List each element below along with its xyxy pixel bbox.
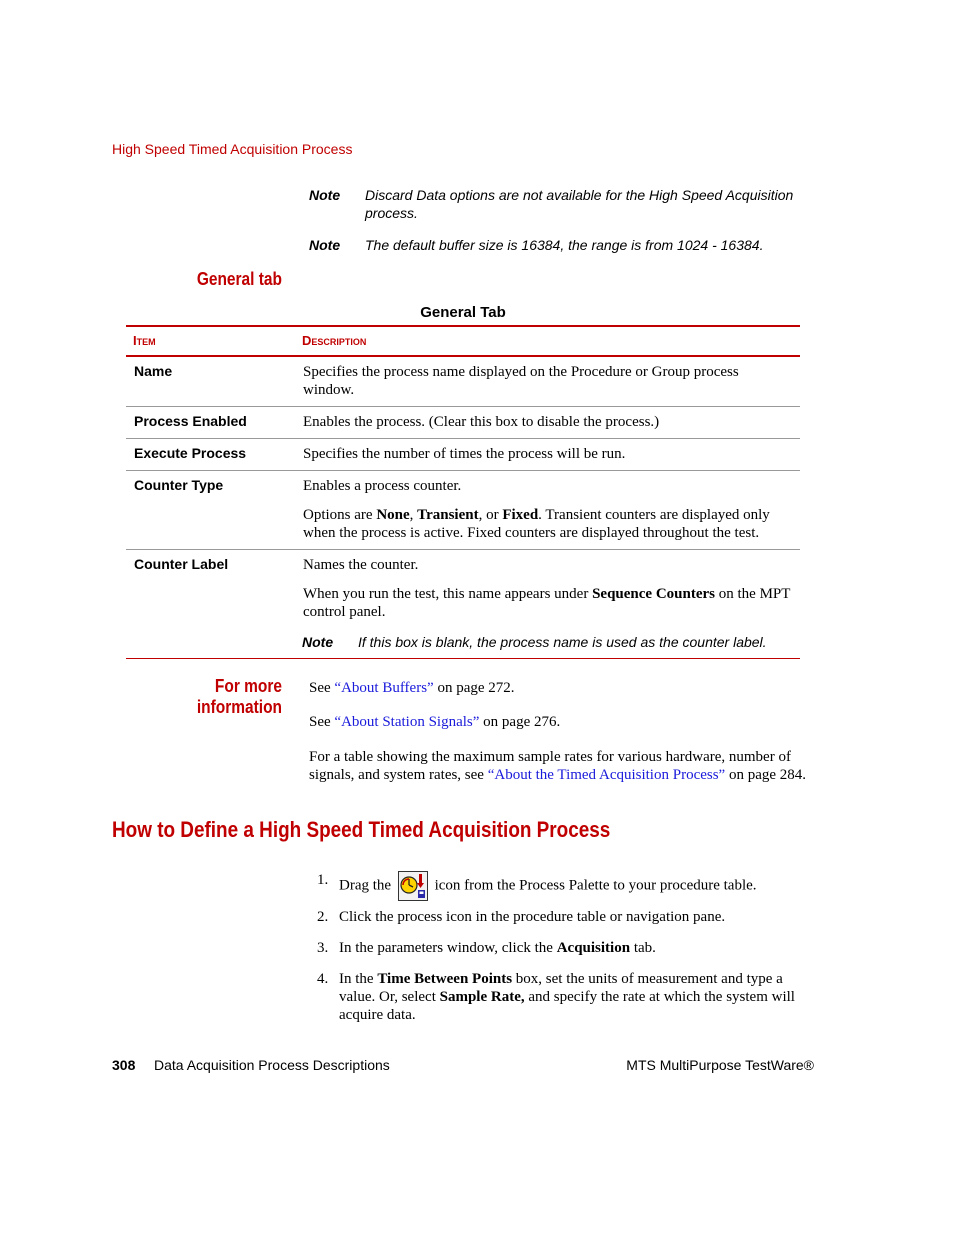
item-cell: Counter Type — [126, 471, 295, 550]
running-header: High Speed Timed Acquisition Process — [112, 141, 353, 157]
table-row — [126, 471, 800, 550]
step-text: Drag the icon from the Process Palette to your procedure table. — [339, 871, 817, 901]
table-row — [126, 407, 800, 439]
description-cell — [295, 550, 800, 659]
footer-section-title: Data Acquisition Process Descriptions — [154, 1057, 390, 1073]
step-item — [317, 939, 817, 957]
section-heading-how-to: How to Define a High Speed Timed Acquisition Process — [112, 817, 611, 842]
note-label: Note — [302, 634, 334, 650]
note-text: If this box is blank, the process name is used as the counter label. — [358, 634, 767, 650]
note-text: The default buffer size is 16384, the range is from 1024 - 16384. — [365, 237, 764, 253]
description-cell: Specifies the number of times the process will be run. — [295, 439, 800, 471]
step-item — [317, 908, 817, 926]
description-paragraph: When you run the test, this name appears under Sequence Counters on the MPT control panel. — [303, 586, 791, 620]
more-info-paragraph: For a table showing the maximum sample rates for various hardware, number of signals, and system rates, see “About the Timed Acquisition Process” on page 284. — [309, 749, 807, 783]
item-cell: Name — [126, 356, 295, 407]
step-text: In the Time Between Points box, set the units of measurement and type a value. Or, select Sample Rate, and specify the rate at which the system will acquire data. — [339, 971, 795, 1023]
step-item — [317, 970, 817, 1024]
table-header-row — [126, 326, 800, 356]
note-discard-data — [309, 186, 809, 222]
note-text: Discard Data options are not available for the High Speed Acquisition process. — [365, 187, 794, 221]
section-heading-general-tab: General tab — [196, 269, 282, 289]
column-header-description: Description — [295, 326, 800, 356]
link-about-station-signals[interactable]: “About Station Signals” — [334, 714, 480, 730]
section-heading-more-info: For more information — [196, 676, 282, 717]
description-cell — [295, 471, 800, 550]
step-number: 2. — [317, 909, 329, 925]
step-text: In the parameters window, click the Acquisition tab. — [339, 940, 656, 956]
step-item — [317, 871, 817, 901]
item-cell: Execute Process — [126, 439, 295, 471]
description-paragraph: Options are None, Transient, or Fixed. Transient counters are displayed only when the process is active. Fixed counters are displayed throughout the test. — [303, 507, 770, 541]
table-row — [126, 439, 800, 471]
item-cell: Process Enabled — [126, 407, 295, 439]
page-number: 308 — [112, 1057, 136, 1073]
description-paragraph: Names the counter. — [303, 557, 419, 573]
footer-product-name: MTS MultiPurpose TestWare® — [626, 1057, 814, 1073]
more-info-paragraph: See “About Buffers” on page 272. — [309, 680, 515, 696]
note-label: Note — [309, 187, 341, 203]
table-row — [126, 550, 800, 659]
general-tab-table — [126, 325, 800, 659]
description-paragraph: Enables a process counter. — [303, 478, 462, 494]
link-about-buffers[interactable]: “About Buffers” — [334, 680, 434, 696]
note-buffer-size — [309, 236, 809, 254]
step-number: 1. — [317, 872, 329, 888]
step-text: Click the process icon in the procedure table or navigation pane. — [339, 909, 726, 925]
cell-note — [302, 633, 793, 651]
table-row — [126, 356, 800, 407]
description-cell: Enables the process. (Clear this box to disable the process.) — [295, 407, 800, 439]
item-cell: Counter Label — [126, 550, 295, 659]
column-header-item: Item — [126, 326, 295, 356]
step-number: 3. — [317, 940, 329, 956]
high-speed-acquisition-process-icon — [398, 871, 428, 901]
description-cell: Specifies the process name displayed on the Procedure or Group process window. — [295, 356, 800, 407]
note-label: Note — [309, 237, 341, 253]
step-number: 4. — [317, 971, 329, 987]
more-info-paragraph: See “About Station Signals” on page 276. — [309, 714, 561, 730]
table-caption: General Tab — [420, 304, 506, 321]
link-about-timed-acquisition[interactable]: “About the Timed Acquisition Process” — [487, 767, 726, 783]
